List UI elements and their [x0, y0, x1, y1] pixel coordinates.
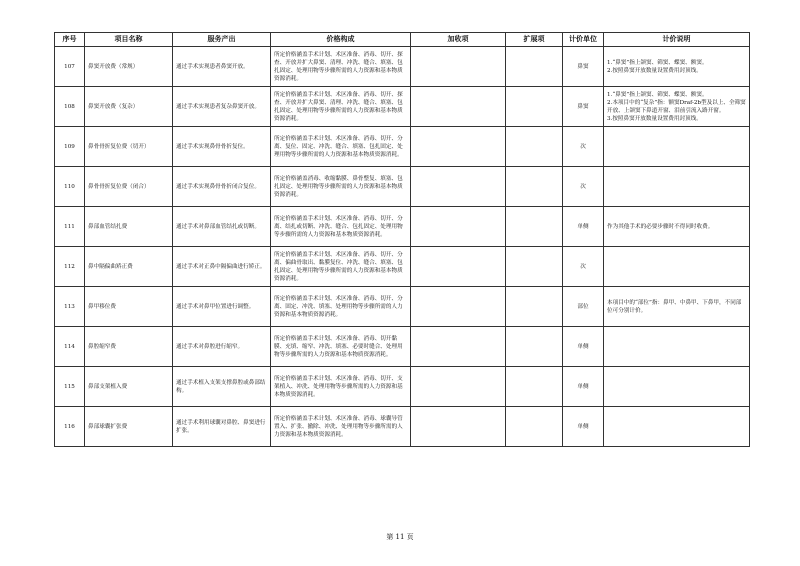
service-output-cell: 通过手术对鼻甲位置进行调整。 — [173, 287, 271, 327]
service-output-cell: 通过手术植入支架支撑鼻腔或鼻部结构。 — [173, 367, 271, 407]
note-cell — [604, 287, 750, 327]
unit-cell: 单侧 — [563, 407, 604, 447]
note-line: 2.本项目中的“复杂”指：额窦Draf-2b型及以上、全筛窦开放、上颌窦下鼻道开窗、泪前引流入路开窗。 — [607, 99, 746, 114]
price-composition-cell: 所定价格涵盖手术计划、术区准备、消毒、切开、分离、结扎或切断、冲洗、缝合、包扎固定、处理用物等步骤所需的人力资源和基本物质资源消耗。 — [271, 207, 411, 247]
note-cell — [604, 367, 750, 407]
service-output-cell: 通过手术对鼻部血管结扎或切断。 — [173, 207, 271, 247]
ext-item-cell — [506, 167, 563, 207]
ext-item-cell — [506, 287, 563, 327]
row-number-cell: 112 — [55, 247, 85, 287]
project-name-cell: 鼻部血管结扎费 — [85, 207, 173, 247]
price-composition-cell: 所定价格涵盖手术计划、术区准备、消毒、切开、支架植入、冲洗、处理用物等步骤所需的人力资源和基本物质资源消耗。 — [271, 367, 411, 407]
header-price: 价格构成 — [271, 33, 411, 47]
table-row — [55, 207, 750, 247]
note-line: 作为其他手术的必要步骤时不得同时收费。 — [607, 223, 714, 230]
page-number: 第 11 页 — [386, 533, 414, 541]
note-cell — [604, 407, 750, 447]
project-name-cell: 鼻骨骨折复位费（切开） — [85, 127, 173, 167]
service-output-cell: 通过手术对鼻腔进行缩窄。 — [173, 327, 271, 367]
project-name-cell: 鼻窦开放费（复杂） — [85, 87, 173, 127]
service-output-cell: 通过手术利用球囊对鼻腔、鼻窦进行扩张。 — [173, 407, 271, 447]
note-cell — [604, 247, 750, 287]
header-no: 序号 — [55, 33, 85, 47]
add-item-cell — [411, 287, 506, 327]
row-number-cell: 111 — [55, 207, 85, 247]
row-number-cell: 113 — [55, 287, 85, 327]
ext-item-cell — [506, 207, 563, 247]
service-output-cell: 通过手术对正鼻中隔偏曲进行矫正。 — [173, 247, 271, 287]
table-row — [55, 127, 750, 167]
unit-cell: 单侧 — [563, 207, 604, 247]
note-line: 1.“鼻窦”指上颌窦、筛窦、蝶窦、额窦。 — [607, 91, 708, 98]
table-row — [55, 407, 750, 447]
project-name-cell: 鼻骨骨折复位费（闭合） — [85, 167, 173, 207]
header-output: 服务产出 — [173, 33, 271, 47]
note-cell — [604, 127, 750, 167]
ext-item-cell — [506, 367, 563, 407]
ext-item-cell — [506, 87, 563, 127]
price-composition-cell: 所定价格涵盖手术计划、术区准备、消毒、切开、探查、开放并扩大鼻窦、清理、冲洗、缝合、填塞、包扎固定、处理用物等步骤所需的人力资源和基本物质资源消耗。 — [271, 47, 411, 87]
ext-item-cell — [506, 407, 563, 447]
row-number-cell: 108 — [55, 87, 85, 127]
unit-cell: 鼻窦 — [563, 47, 604, 87]
unit-cell: 单侧 — [563, 327, 604, 367]
add-item-cell — [411, 367, 506, 407]
table-row — [55, 287, 750, 327]
project-name-cell: 鼻部球囊扩张费 — [85, 407, 173, 447]
unit-cell: 次 — [563, 247, 604, 287]
ext-item-cell — [506, 247, 563, 287]
service-output-cell: 通过手术实现鼻骨骨折闭合复位。 — [173, 167, 271, 207]
ext-item-cell — [506, 327, 563, 367]
row-number-cell: 110 — [55, 167, 85, 207]
note-line: 本项目中的“部位”指：鼻甲、中鼻甲、下鼻甲，不同部位可分别计价。 — [607, 299, 742, 314]
service-output-cell: 通过手术实现鼻骨骨折复位。 — [173, 127, 271, 167]
note-cell — [604, 327, 750, 367]
add-item-cell — [411, 207, 506, 247]
header-row — [55, 33, 750, 47]
project-name-cell: 鼻腔缩窄费 — [85, 327, 173, 367]
price-composition-cell: 所定价格涵盖手术计划、术区准备、消毒、切开、分离、偏曲骨取出、黏膜复位、冲洗、缝合、填塞、包扎固定、处理用物等步骤所需的人力资源和基本物质资源消耗。 — [271, 247, 411, 287]
note-cell — [604, 167, 750, 207]
note-cell — [604, 47, 750, 87]
header-name: 项目名称 — [85, 33, 173, 47]
project-name-cell: 鼻部支架植入费 — [85, 367, 173, 407]
table-row — [55, 247, 750, 287]
add-item-cell — [411, 407, 506, 447]
unit-cell: 部位 — [563, 287, 604, 327]
note-cell — [604, 87, 750, 127]
price-composition-cell: 所定价格涵盖手术计划、术区准备、消毒、球囊导管置入、扩张、撤除、冲洗、处理用物等步骤所需的人力资源和基本物质资源消耗。 — [271, 407, 411, 447]
add-item-cell — [411, 87, 506, 127]
add-item-cell — [411, 247, 506, 287]
price-composition-cell: 所定价格涵盖手术计划、术区准备、消毒、切开、分离、固定、冲洗、填塞、处理用物等步骤所需的人力资源和基本物质资源消耗。 — [271, 287, 411, 327]
table-row — [55, 167, 750, 207]
header-note: 计价说明 — [604, 33, 750, 47]
price-table — [54, 32, 750, 447]
project-name-cell: 鼻甲移位费 — [85, 287, 173, 327]
price-composition-cell: 所定价格涵盖手术计划、术区准备、消毒、切开黏膜、充填、缩窄、冲洗、填塞、必要时缝合、处理用物等步骤所需的人力资源和基本物质资源消耗。 — [271, 327, 411, 367]
unit-cell: 次 — [563, 167, 604, 207]
row-number-cell: 115 — [55, 367, 85, 407]
note-line: 2.按照鼻窦开放数量设置费用封顶线。 — [607, 67, 702, 74]
project-name-cell: 鼻中隔偏曲矫正费 — [85, 247, 173, 287]
note-line: 1.“鼻窦”指上颌窦、筛窦、蝶窦、额窦。 — [607, 59, 708, 66]
unit-cell: 次 — [563, 127, 604, 167]
add-item-cell — [411, 327, 506, 367]
price-composition-cell: 所定价格涵盖手术计划、术区准备、消毒、切开、探查、开放并扩大鼻窦、清理、冲洗、缝合、填塞、包扎固定、处理用物等步骤所需的人力资源和基本物质资源消耗。 — [271, 87, 411, 127]
row-number-cell: 107 — [55, 47, 85, 87]
header-unit: 计价单位 — [563, 33, 604, 47]
note-line: 3.按照鼻窦开放数量设置费用封顶线。 — [607, 115, 702, 122]
header-add: 加收项 — [411, 33, 506, 47]
service-output-cell: 通过手术实现患者鼻窦开放。 — [173, 47, 271, 87]
table-row — [55, 87, 750, 127]
add-item-cell — [411, 47, 506, 87]
table-row — [55, 367, 750, 407]
add-item-cell — [411, 127, 506, 167]
note-cell — [604, 207, 750, 247]
ext-item-cell — [506, 47, 563, 87]
row-number-cell: 116 — [55, 407, 85, 447]
unit-cell: 鼻窦 — [563, 87, 604, 127]
add-item-cell — [411, 167, 506, 207]
row-number-cell: 109 — [55, 127, 85, 167]
table-row — [55, 47, 750, 87]
ext-item-cell — [506, 127, 563, 167]
header-ext: 扩展项 — [506, 33, 563, 47]
price-composition-cell: 所定价格涵盖手术计划、术区准备、消毒、切开、分离、复位、固定、冲洗、缝合、填塞、包扎固定、处理用物等步骤所需的人力资源和基本物质资源消耗。 — [271, 127, 411, 167]
table-row — [55, 327, 750, 367]
row-number-cell: 114 — [55, 327, 85, 367]
unit-cell: 单侧 — [563, 367, 604, 407]
project-name-cell: 鼻窦开放费（常规） — [85, 47, 173, 87]
service-output-cell: 通过手术实现患者复杂鼻窦开放。 — [173, 87, 271, 127]
price-composition-cell: 所定价格涵盖消毒、收缩黏膜、鼻骨整复、填塞、包扎固定、处理用物等步骤所需的人力资源和基本物质资源消耗。 — [271, 167, 411, 207]
